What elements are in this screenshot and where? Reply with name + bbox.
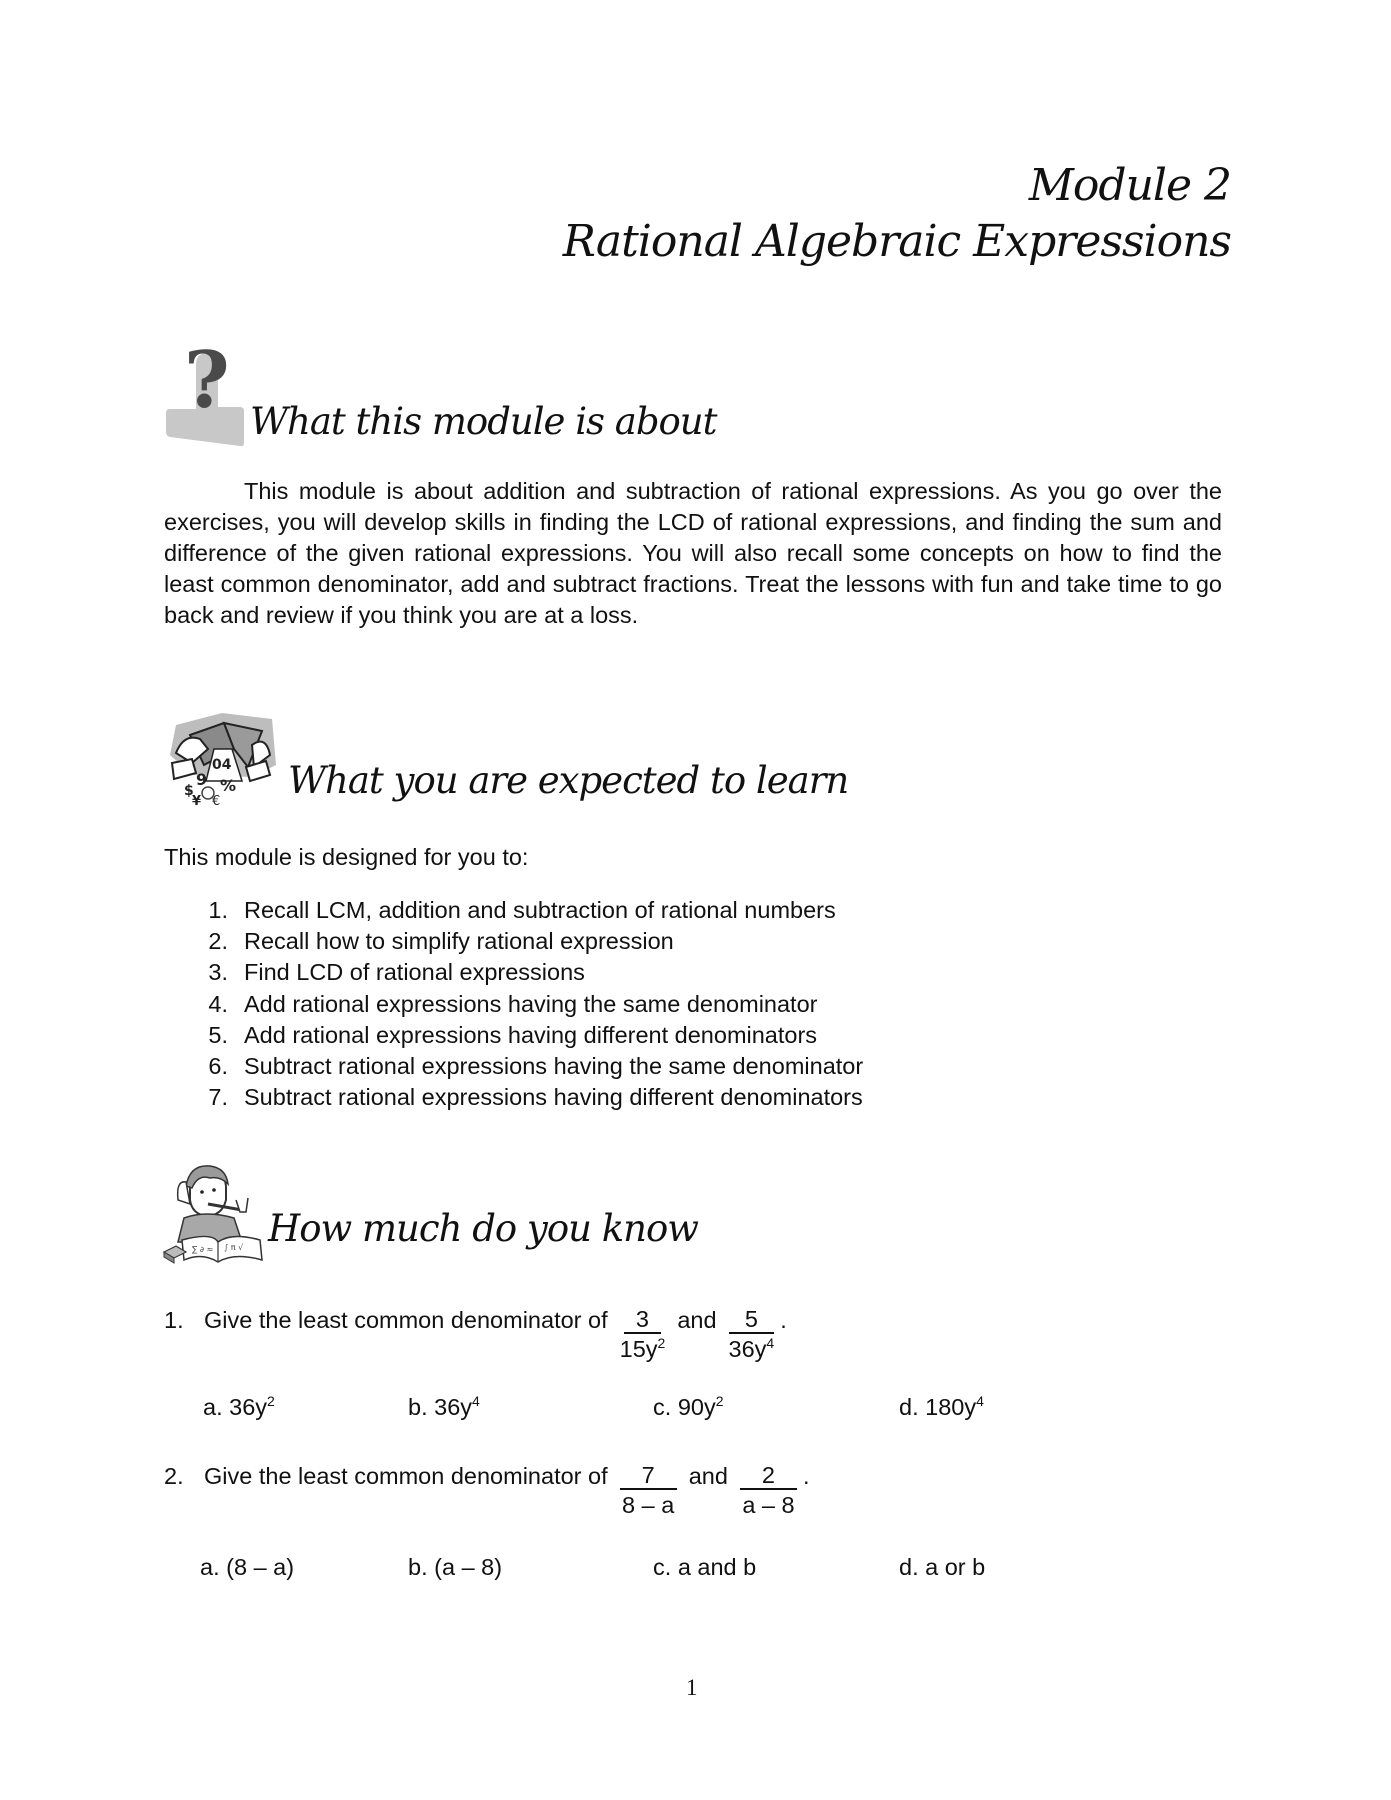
section-heading: What this module is about (250, 400, 717, 443)
choice-a[interactable]: a. (8 – a) (200, 1554, 295, 1580)
section-learn-header (162, 705, 848, 805)
list-item: 5. Add rational expressions having different denominators (208, 1021, 818, 1048)
section-about-header (162, 325, 717, 450)
choice-d[interactable]: d. $180y^4$ (899, 1393, 984, 1420)
section-heading: How much do you know (268, 1207, 698, 1250)
svg-text:04: 04 (212, 757, 232, 773)
about-paragraph (164, 476, 1222, 631)
page-number: 1 (686, 1675, 698, 1700)
about-paragraph-text: This module is about addition and subtraction of rational expressions. As you go over the exercises, you will develop skills in finding the LCD of rational expressions, and finding the sum and difference of the given rational expressions. You will also recall some concepts on how to find the least common denominator, add and subtract fractions. Treat the lessons with fun and take time to go back and review if you think you are at a loss. (164, 478, 1222, 628)
question-person-icon (162, 325, 246, 450)
choice-b[interactable]: b. (a – 8) (408, 1554, 503, 1580)
boy-studying-icon (162, 1160, 266, 1265)
choice-c[interactable]: c. a and b (653, 1554, 757, 1580)
list-item: 7. Subtract rational expressions having different denominators (208, 1084, 863, 1111)
svg-text:?: ? (184, 335, 230, 426)
module-title (563, 160, 1231, 268)
choice-d[interactable]: d. a or b (899, 1554, 986, 1580)
svg-text:∫ π √: ∫ π √ (224, 1243, 244, 1252)
question-2: 2. Give the least common denominator of $\frac{7}{8 - a}$ and $\frac{2}{a - 8}$ . (164, 1462, 810, 1518)
list-item: 2. Recall how to simplify rational expression (208, 928, 674, 955)
question-1: 1. Give the least common denominator of $\frac{3}{15y^2}$ and $\frac{5}{36y^4}$ . (164, 1306, 787, 1362)
list-item: 6. Subtract rational expressions having the same denominator (208, 1053, 864, 1080)
fraction-1: $\frac{7}{8 - a}$ (620, 1462, 677, 1520)
question-prompt: Give the least common denominator of (204, 1463, 608, 1489)
svg-text:%: % (220, 776, 237, 795)
module-subject: Rational Algebraic Expressions (562, 216, 1231, 267)
svg-text:9: 9 (196, 770, 208, 789)
svg-text:¥: ¥ (192, 794, 202, 805)
choice-b[interactable]: b. $36y^4$ (408, 1393, 480, 1420)
module-number: Module 2 (1028, 160, 1231, 211)
fraction-2: $\frac{5}{36y^4}$ (728, 1306, 775, 1362)
choice-c[interactable]: c. $90y^2$ (653, 1393, 724, 1420)
fraction-1: $\frac{3}{15y^2}$ (619, 1306, 666, 1362)
list-item: 1. Recall LCM, addition and subtraction of rational numbers (208, 897, 836, 923)
svg-text:$: $ (184, 783, 194, 799)
learn-intro: This module is designed for you to: (164, 844, 529, 870)
choice-a[interactable]: a. $36y^2$ (203, 1393, 275, 1420)
svg-text:∑ ∂ ≈: ∑ ∂ ≈ (192, 1245, 214, 1254)
fraction-2: $\frac{2}{a - 8}$ (740, 1462, 797, 1520)
list-item: 3. Find LCD of rational expressions (208, 959, 585, 986)
question-prompt: Give the least common denominator of (204, 1307, 608, 1333)
learning-goals-list (164, 895, 863, 1113)
section-know-header (162, 1160, 698, 1265)
book-money-symbols-icon (162, 705, 284, 805)
svg-text:€: € (212, 794, 221, 805)
section-heading: What you are expected to learn (288, 759, 849, 802)
list-item: 4. Add rational expressions having the same denominator (208, 990, 818, 1017)
